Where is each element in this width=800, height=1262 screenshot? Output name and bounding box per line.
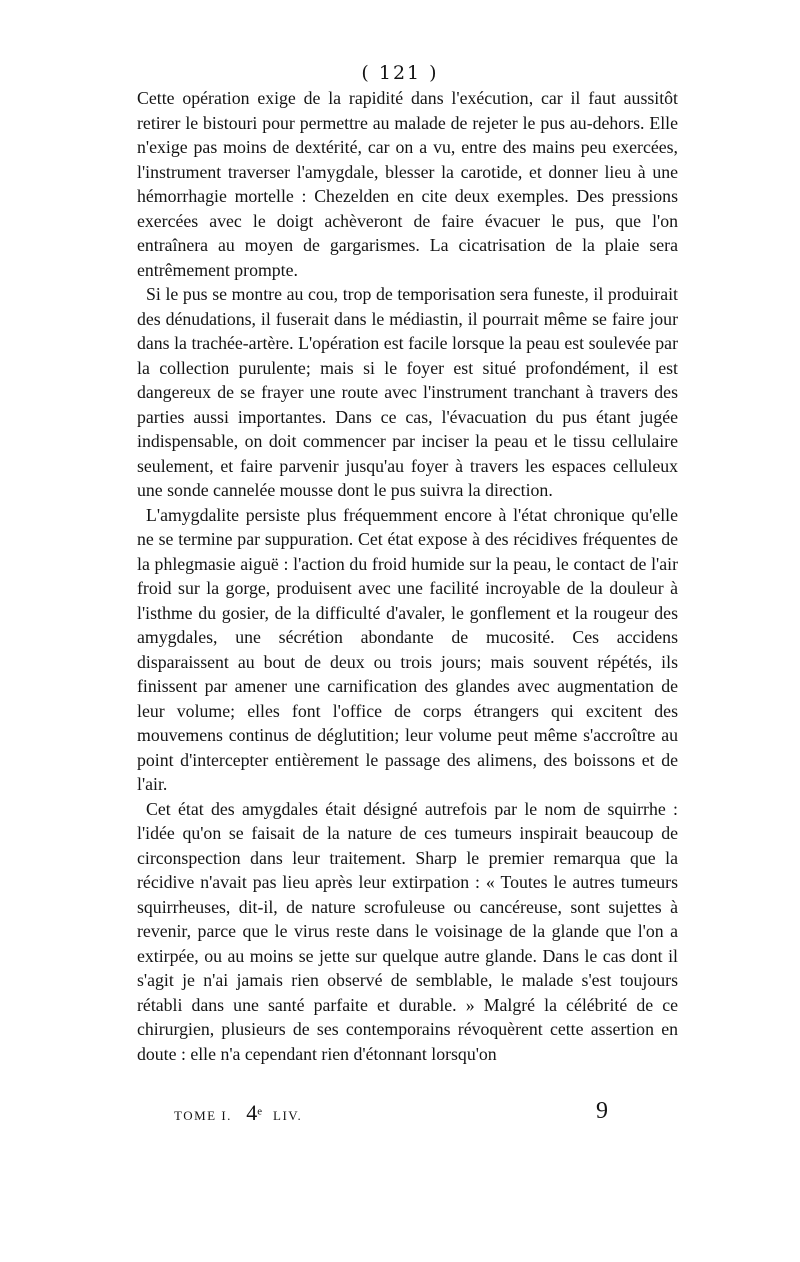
gathering-folio: 9 [596,1098,608,1124]
signature-number: 4 [246,1100,258,1125]
signature-tome: TOME I. [174,1108,232,1123]
page-number-header: ( 121 ) [361,62,439,84]
signature-mark [174,1100,302,1126]
signature-livraison: LIV. [273,1108,303,1123]
page-footer [137,1096,678,1130]
paragraph-2: Si le pus se montre au cou, trop de temporisation sera funeste, il produirait des dénudations, il fuserait dans le médiastin, il pourrait même se faire jour dans la trachée-artère. L'opération est facile lorsque la peau est soulevée par la collection purulente; mais si le foyer est situé profondément, il est dangereux de se frayer une route avec l'instrument tranchant à travers des parties aussi importantes. Dans ce cas, l'évacuation du pus étant jugée indispensable, on doit commencer par inciser la peau et le tissu cellulaire seulement, et faire parvenir jusqu'au foyer à travers les espaces celluleux une sonde cannelée mousse dont le pus suivra la direction. [137,284,678,500]
body-text [137,86,678,1066]
paragraph-4: Cet état des amygdales était désigné autrefois par le nom de squirrhe : l'idée qu'on se faisait de la nature de ces tumeurs inspirait beaucoup de circonspection dans leur traitement. Sharp le premier remarqua que la récidive n'avait pas lieu après leur extirpation : « Toutes le autres tumeurs squirrheuses, dit-il, de nature scrofuleuse ou cancéreuse, sont sujettes à revenir, parce que le virus reste dans le voisinage de la glande que l'on a extirpée, ou au moins se jette sur quelque autre glande. Dans le cas dont il s'agit je n'ai jamais rien observé de semblable, le malade s'est toujours rétabli dans une santé parfaite et durable. » Malgré la célébrité de ce chirurgien, plusieurs de ses contemporains révoquèrent cette assertion en doute : elle n'a cependant rien d'étonnant lorsqu'on [137,798,678,1064]
paragraph-1: Cette opération exige de la rapidité dans l'exécution, car il faut aussitôt retirer le bistouri pour permettre au malade de rejeter le pus au-dehors. Elle n'exige pas moins de dextérité, car on a vu, entre des mains peu exercées, l'instrument traverser l'amygdale, blesser la carotide, et donner lieu à une hémorrhagie mortelle : Chezelden en cite deux exemples. Des pressions exercées avec le doigt achèveront de faire évacuer le pus, que l'on entraînera au moyen de gargarismes. La cicatrisation de la plaie sera entrêmement prompte. [137,88,678,280]
signature-superscript: e [257,1105,264,1118]
paragraph-3: L'amygdalite persiste plus fréquemment encore à l'état chronique qu'elle ne se termine par suppuration. Cet état expose à des récidives fréquentes de la phlegmasie aiguë : l'action du froid humide sur la peau, le contact de l'air froid sur la gorge, produisent avec une facilité incroyable de la douleur à l'isthme du gosier, de la difficulté d'avaler, le gonflement et la rougeur des amygdales, une sécrétion abondante de mucosité. Ces accidens disparaissent au bout de deux ou trois jours; mais souvent répétés, ils finissent par amener une carnification des glandes avec augmentation de leur volume; elles font l'office de corps étrangers qui excitent des mouvemens continus de déglutition; leur volume peut même s'accroître au point d'intercepter entièrement le passage des alimens, des boissons et de l'air. [137,504,678,794]
